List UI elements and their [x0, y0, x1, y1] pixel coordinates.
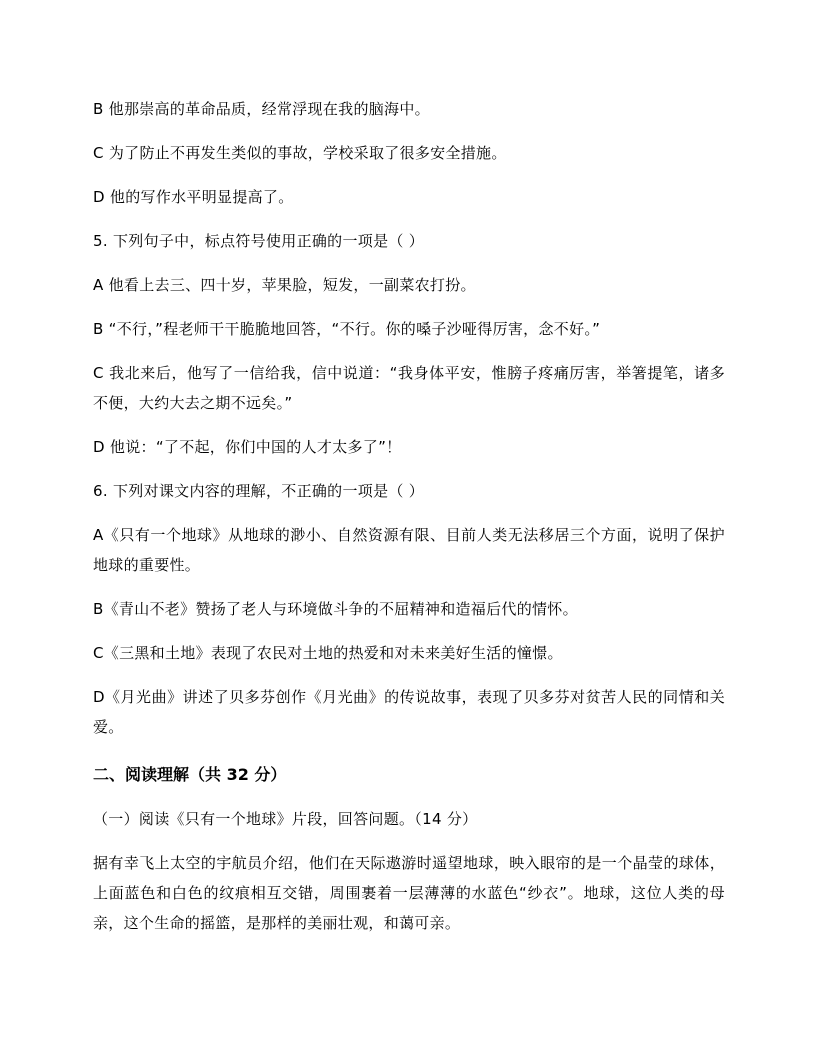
document-page — [93, 94, 725, 952]
option-b-q4: B 他那崇高的革命品质，经常浮现在我的脑海中。 — [93, 100, 430, 118]
question-6: 6. 下列对课文内容的理解，不正确的一项是（ ） — [93, 482, 425, 500]
option-a-q6: A《只有一个地球》从地球的渺小、自然资源有限、目前人类无法移居三个方面，说明了保护地球的重要性。 — [93, 526, 725, 574]
option-a-q5: A 他看上去三、四十岁，苹果脸，短发，一副菜农打扮。 — [93, 276, 476, 294]
option-c-q6: C《三黑和土地》表现了农民对土地的热爱和对未来美好生活的憧憬。 — [93, 644, 563, 662]
option-c-q4: C 为了防止不再发生类似的事故，学校采取了很多安全措施。 — [93, 144, 507, 162]
option-b-q5: B “不行，”程老师干干脆脆地回答，“不行。你的嗓子沙哑得厉害，念不好。” — [93, 320, 601, 338]
option-b-q6: B《青山不老》赞扬了老人与环境做斗争的不屈精神和造福后代的情怀。 — [93, 600, 578, 618]
option-c-q5: C 我北来后，他写了一信给我，信中说道：“我身体平安，惟膀子疼痛厉害，举箸提笔，诸多不便，大约大去之期不远矣。” — [93, 364, 725, 412]
reading-passage: 据有幸飞上太空的宇航员介绍，他们在天际遨游时遥望地球，映入眼帘的是一个晶莹的球体，上面蓝色和白色的纹痕相互交错，周围裹着一层薄薄的水蓝色“纱衣”。地球，这位人类的母亲，这个生命的摇篮，是那样的美丽壮观，和蔼可亲。 — [93, 854, 725, 932]
option-d-q5: D 他说：“了不起，你们中国的人才太多了”！ — [93, 438, 402, 456]
option-d-q6: D《月光曲》讲述了贝多芬创作《月光曲》的传说故事，表现了贝多芬对贫苦人民的同情和关爱。 — [93, 688, 725, 736]
question-5: 5. 下列句子中，标点符号使用正确的一项是（ ） — [93, 232, 425, 250]
subsection-instruction: （一）阅读《只有一个地球》片段，回答问题。（14 分） — [93, 810, 478, 828]
option-d-q4: D 他的写作水平明显提高了。 — [93, 188, 294, 206]
section-heading: 二、阅读理解（共 32 分） — [93, 765, 287, 784]
